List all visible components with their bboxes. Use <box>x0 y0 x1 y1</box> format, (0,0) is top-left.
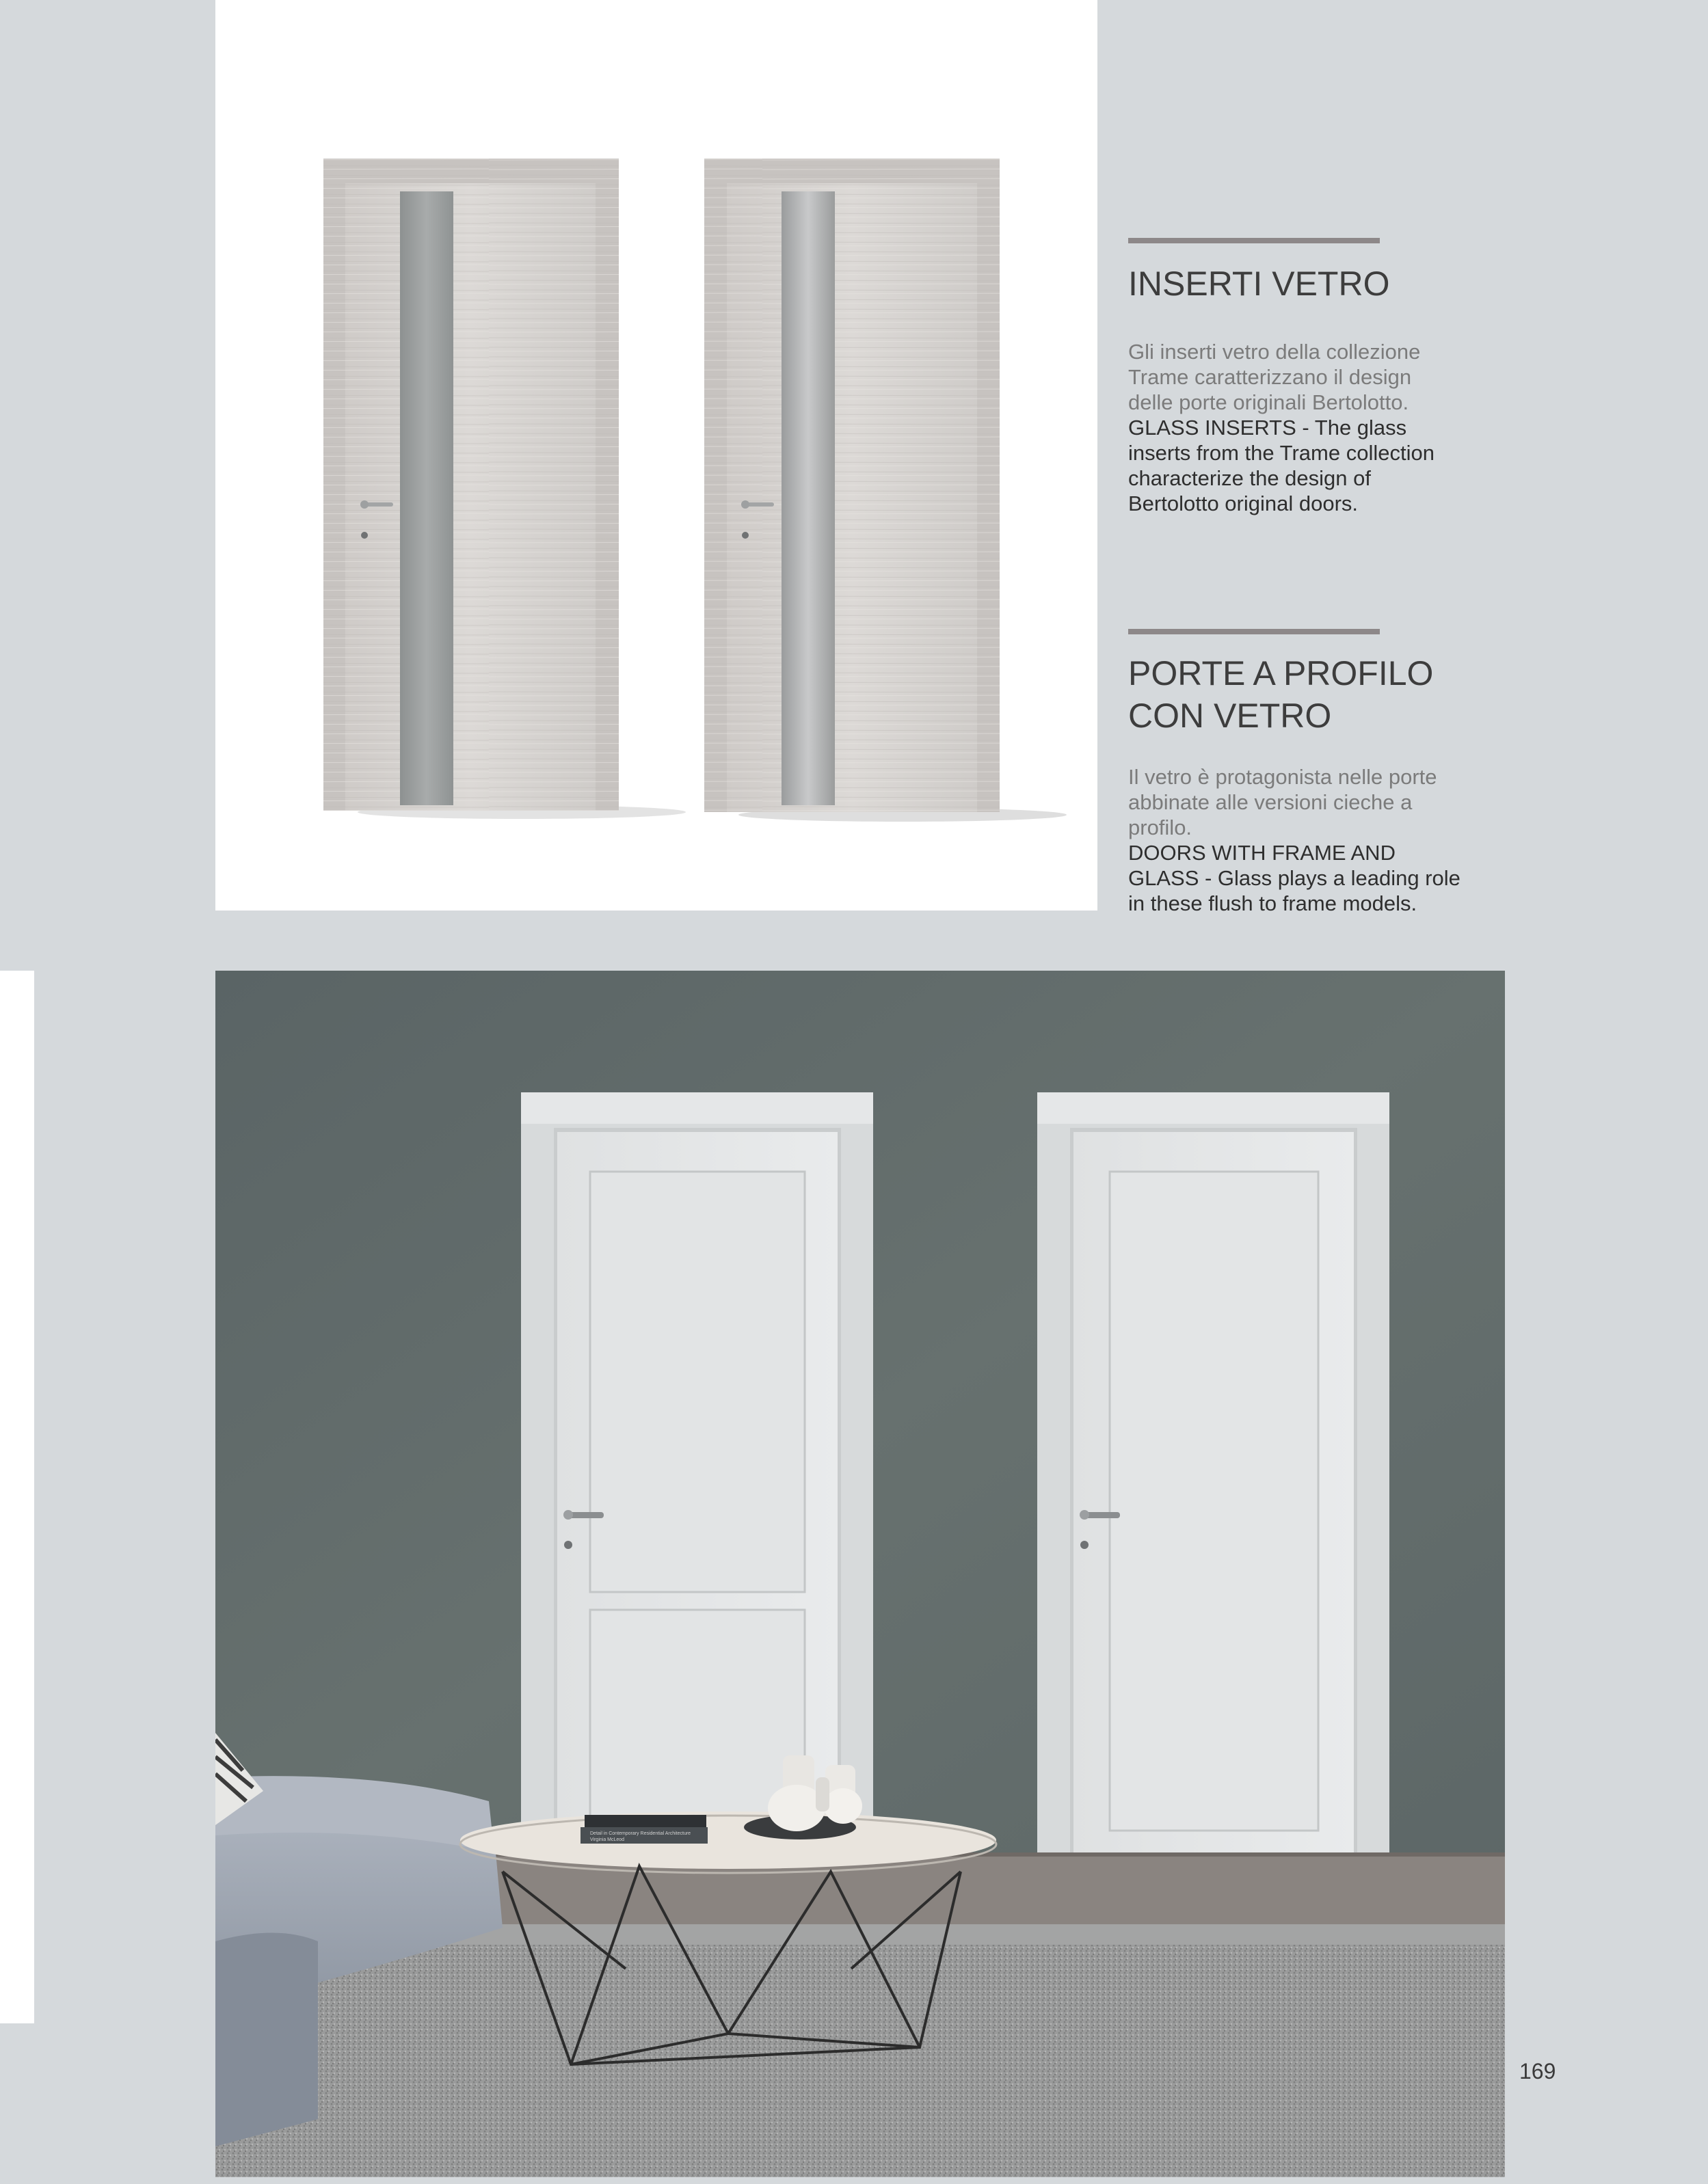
room-photo <box>215 971 1505 2177</box>
body-it-line: abbinate alle versioni cieche a <box>1128 790 1413 814</box>
section-title-porte-a-profilo <box>1128 652 1433 737</box>
section-divider-1 <box>1128 238 1380 243</box>
section-divider-2 <box>1128 629 1380 634</box>
body-en-line: DOORS WITH FRAME AND <box>1128 841 1396 865</box>
book-top <box>585 1815 706 1827</box>
section-body-2 <box>1128 764 1511 916</box>
body-it-line: Gli inserti vetro della collezione <box>1128 340 1421 364</box>
section-body-1 <box>1128 339 1511 516</box>
door-right-product <box>704 159 1067 822</box>
section-title-line: PORTE A PROFILO <box>1128 654 1434 692</box>
left-white-strip <box>0 971 34 2023</box>
body-en-line: inserts from the Trame collection <box>1128 441 1435 465</box>
body-en-line: Bertolotto original doors. <box>1128 491 1359 515</box>
product-photo-panel <box>215 0 1097 911</box>
book-spine-title: Detail in Contemporary Residential Architecture <box>590 1831 691 1836</box>
book-spine-author: Virginia McLeod <box>590 1837 625 1842</box>
door-right-room <box>1037 1092 1389 1852</box>
door-left-room <box>521 1092 873 1852</box>
page-number: 169 <box>1519 2059 1556 2084</box>
body-it-line: delle porte originali Bertolotto. <box>1128 390 1409 414</box>
body-en-line: characterize the design of <box>1128 466 1371 490</box>
body-it-line: Il vetro è protagonista nelle porte <box>1128 765 1437 789</box>
body-it-line: Trame caratterizzano il design <box>1128 365 1412 389</box>
door-left-product <box>323 159 686 819</box>
section-title-line: CON VETRO <box>1128 697 1332 735</box>
section-title-inserti-vetro: INSERTI VETRO <box>1128 265 1390 303</box>
body-it-line: profilo. <box>1128 815 1192 839</box>
glass-insert-doors-illustration <box>215 0 1097 911</box>
room-illustration <box>215 971 1505 2177</box>
body-en-line: in these flush to frame models. <box>1128 891 1417 915</box>
body-en-line: GLASS INSERTS - The glass <box>1128 416 1407 440</box>
body-en-line: GLASS - Glass plays a leading role <box>1128 866 1460 890</box>
